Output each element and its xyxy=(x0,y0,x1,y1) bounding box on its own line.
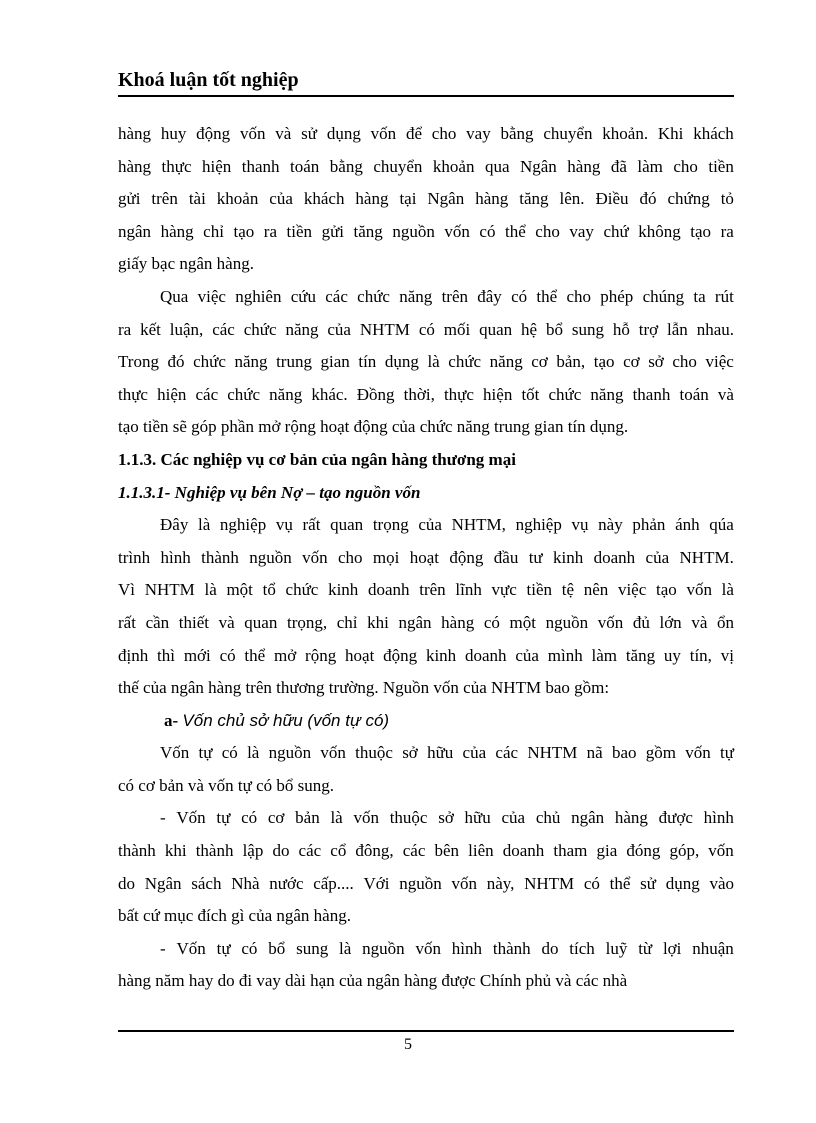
text-line: thành khi thành lập do các cổ đông, các bên liên doanh tham gia đóng góp, vốn xyxy=(118,841,734,861)
footer-rule xyxy=(118,1030,734,1032)
text-line: trình hình thành nguồn vốn cho mọi hoạt động đầu tư kinh doanh của NHTM. xyxy=(118,547,734,567)
text-line: định thì mới có thể mở rộng hoạt động kinh doanh của mình làm tăng uy tín, vị xyxy=(118,645,734,665)
text-line: có cơ bản và vốn tự có bổ sung. xyxy=(118,775,335,795)
list-item-text: Vốn chủ sở hữu (vốn tự có) xyxy=(182,710,390,730)
text-line: thực hiện các chức năng khác. Đồng thời, thực hiện tốt chức năng thanh toán và xyxy=(118,384,734,404)
text-line: bất cứ mục đích gì của ngân hàng. xyxy=(118,906,351,926)
text-line: hàng năm hay do đi vay dài hạn của ngân hàng được Chính phủ và các nhà xyxy=(118,971,628,991)
list-item-label: a- xyxy=(164,710,179,730)
text-line: do Ngân sách Nhà nước cấp.... Với nguồn vốn này, NHTM có thể sử dụng vào xyxy=(118,873,734,893)
text-line: Trong đó chức năng trung gian tín dụng là chức năng cơ bản, tạo cơ sở cho việc xyxy=(118,352,734,372)
text-line: Đây là nghiệp vụ rất quan trọng của NHTM, nghiệp vụ này phản ánh qúa xyxy=(160,515,734,535)
text-line: hàng huy động vốn và sử dụng vốn để cho vay bằng chuyển khoản. Khi khách xyxy=(118,124,734,143)
text-line: gửi trên tài khoản của khách hàng tại Ngân hàng tăng lên. Điều đó chứng tỏ xyxy=(118,189,734,209)
text-line: ngân hàng chỉ tạo ra tiền gửi tăng nguồn vốn có thể cho vay chứ không tạo ra xyxy=(118,221,734,241)
page-header xyxy=(118,66,734,94)
text-line: Qua việc nghiên cứu các chức năng trên đây có thể cho phép chúng ta rút xyxy=(160,286,734,306)
page-number: 5 xyxy=(404,1036,412,1053)
header-title: Khoá luận tốt nghiệp xyxy=(118,69,299,91)
text-line: - Vốn tự có cơ bản là vốn thuộc sở hữu của chủ ngân hàng được hình xyxy=(160,808,734,828)
text-line: hàng thực hiện thanh toán bằng chuyển khoản qua Ngân hàng đã làm cho tiền xyxy=(118,156,734,176)
list-item xyxy=(118,705,734,738)
header-rule xyxy=(118,95,734,97)
text-line: - Vốn tự có bổ sung là nguồn vốn hình thành do tích luỹ từ lợi nhuận xyxy=(160,938,734,958)
section-heading: 1.1.3. Các nghiệp vụ cơ bản của ngân hàng thương mại xyxy=(118,449,516,469)
text-line: Vốn tự có là nguồn vốn thuộc sở hữu của các NHTM nã bao gồm vốn tự xyxy=(160,743,734,763)
text-line: tạo tiền sẽ góp phần mở rộng hoạt động của chức năng trung gian tín dụng. xyxy=(118,417,629,437)
text-line: giấy bạc ngân hàng. xyxy=(118,254,254,274)
text-line: rất cần thiết và quan trọng, chỉ khi ngân hàng có một nguồn vốn đủ lớn và ổn xyxy=(118,612,734,632)
subsection-heading: 1.1.3.1- Nghiệp vụ bên Nợ – tạo nguồn vốn xyxy=(118,482,421,502)
text-line: thế của ngân hàng trên thương trường. Nguồn vốn của NHTM bao gồm: xyxy=(118,678,610,698)
text-line: Vì NHTM là một tổ chức kinh doanh trên lĩnh vực tiền tệ nên việc tạo vốn là xyxy=(118,580,734,600)
document-body xyxy=(118,118,734,998)
text-line: ra kết luận, các chức năng của NHTM có mối quan hệ bổ sung hỗ trợ lẫn nhau. xyxy=(118,319,734,339)
